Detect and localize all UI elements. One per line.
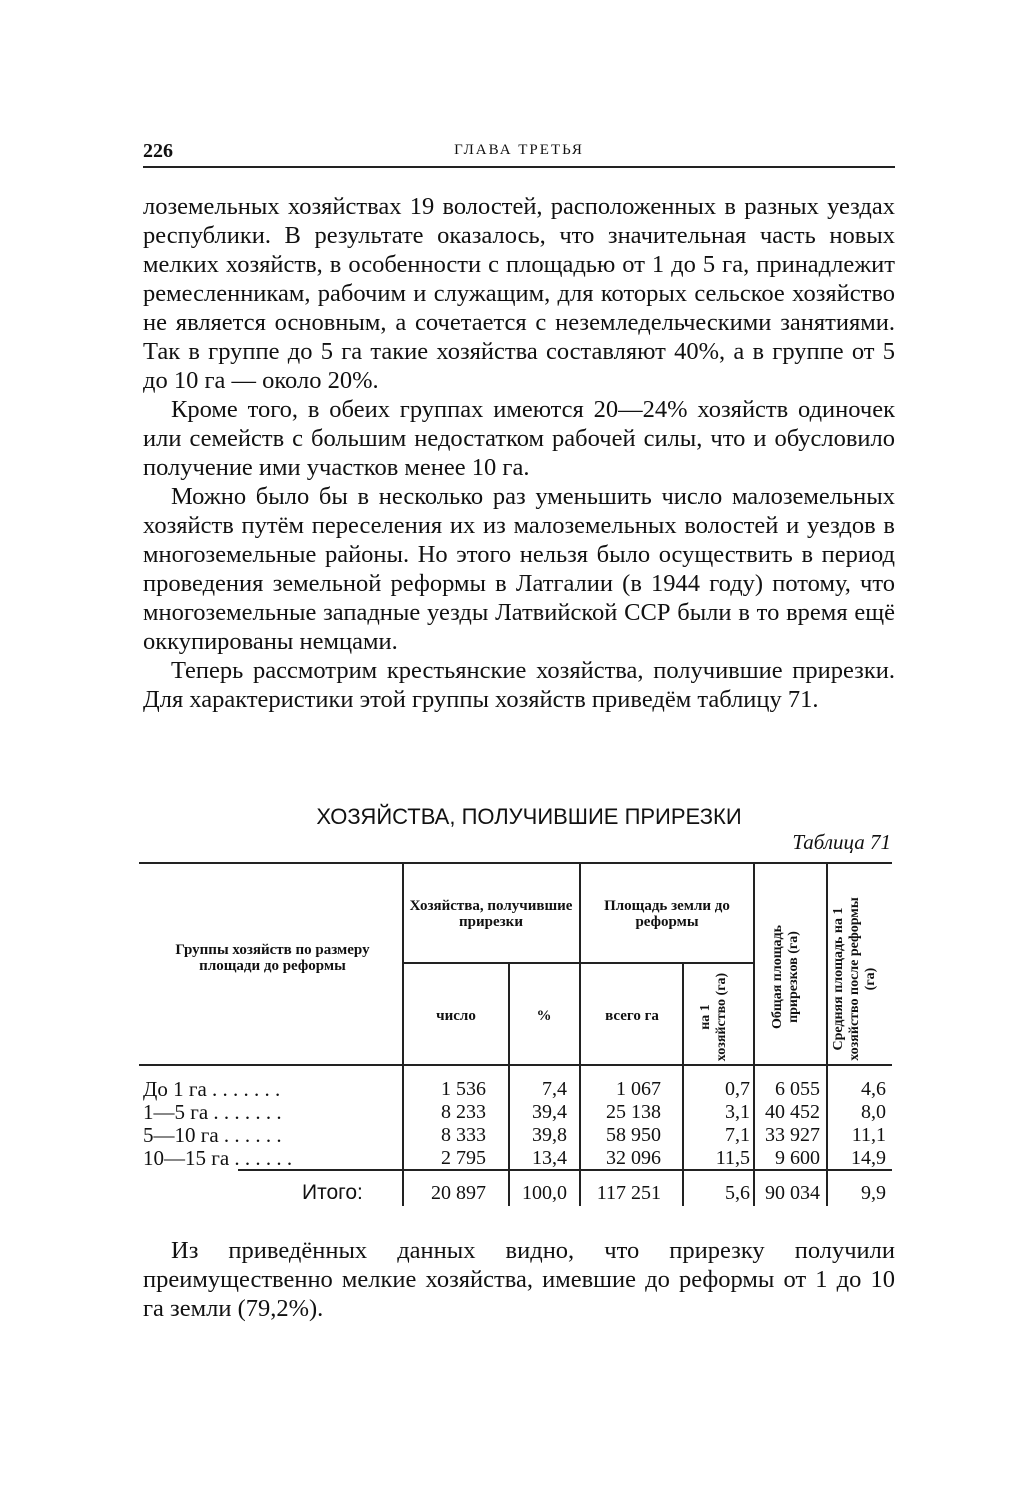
running-head [143, 138, 895, 168]
page-number: 226 [143, 140, 173, 162]
cell-percent: 39,8 [532, 1124, 567, 1146]
col-rule-3 [579, 864, 581, 1206]
chapter-title: ГЛАВА ТРЕТЬЯ [454, 142, 584, 158]
header-percent: % [536, 1008, 552, 1024]
table-label: Таблица 71 [792, 830, 891, 854]
total-addition: 90 034 [765, 1182, 820, 1204]
cell-percent: 39,4 [532, 1101, 567, 1123]
cell-avg: 11,1 [851, 1124, 886, 1146]
cell-avg: 8,0 [861, 1101, 886, 1123]
header-avg-after: Средняя площадь на 1 хозяйство после реформы (га) [831, 897, 878, 1061]
row-label: 5—10 га . . . . . . [143, 1123, 282, 1147]
table-top-rule [139, 862, 892, 864]
cell-total-ha: 25 138 [606, 1101, 661, 1123]
closing-paragraph: Из приведённых данных видно, что прирезку получили преимущественно мелкие хозяйства, имевшие до реформы от 1 до 10 га земли (79,2%). [143, 1237, 895, 1322]
cell-per-farm: 11,5 [715, 1147, 750, 1169]
total-total-ha: 117 251 [596, 1182, 661, 1204]
row-label: До 1 га . . . . . . . [143, 1077, 281, 1101]
cell-avg: 4,6 [861, 1078, 886, 1100]
total-avg: 9,9 [861, 1182, 886, 1204]
cell-per-farm: 3,1 [725, 1101, 750, 1123]
header-group: Группы хозяйств по размеру площади до реформы [175, 942, 370, 974]
header-bottom-rule [139, 1064, 892, 1066]
cell-count: 1 536 [441, 1078, 486, 1100]
header-mid-rule [403, 962, 753, 964]
total-label: Итого: [302, 1181, 363, 1204]
paragraph-1: лоземельных хозяйствах 19 волостей, расположенных в разных уездах республики. В результате оказалось, что значительная часть новых мелких хозяйств, в особенности с площадью от 1 до 5 га, принадлежит ремесленникам, рабочим и служащим, для которых сельское хозяйство не является основным, а сочетается с неземледельческими занятиями. Так в группе до 5 га такие хозяйства составляют 40%, а в группе от 5 до 10 га — около 20%. [143, 193, 895, 394]
paragraph-3: Можно было бы в несколько раз уменьшить число малоземельных хозяйств путём переселения их из малоземельных волостей и уездов в многоземельные районы. Но этого нельзя было осуществить в период проведения земельной реформы в Латгалии (в 1944 году) потому, что многоземельные западные уезды Латвийской ССР были в то время ещё оккупированы немцами. [143, 483, 895, 655]
header-total-ha: всего га [605, 1008, 659, 1024]
cell-percent: 7,4 [542, 1078, 567, 1100]
row-label: 10—15 га . . . . . . [143, 1146, 293, 1170]
cell-per-farm: 0,7 [725, 1078, 750, 1100]
header-farms: Хозяйства, получившие прирезки [409, 898, 573, 930]
header-area: Площадь земли до реформы [604, 898, 730, 930]
paragraph-4: Теперь рассмотрим крестьянские хозяйства, получившие прирезки. Для характеристики этой группы хозяйств приведём таблицу 71. [143, 657, 895, 713]
body-text [143, 192, 895, 714]
cell-addition: 6 055 [775, 1078, 820, 1100]
table-title: ХОЗЯЙСТВА, ПОЛУЧИВШИЕ ПРИРЕЗКИ [316, 804, 742, 829]
cell-avg: 14,9 [851, 1147, 886, 1169]
cell-count: 8 333 [441, 1124, 486, 1146]
cell-addition: 40 452 [765, 1101, 820, 1123]
total-percent: 100,0 [522, 1182, 567, 1204]
cell-total-ha: 58 950 [606, 1124, 661, 1146]
cell-percent: 13,4 [532, 1147, 567, 1169]
total-count: 20 897 [431, 1182, 486, 1204]
cell-total-ha: 32 096 [606, 1147, 661, 1169]
cell-per-farm: 7,1 [725, 1124, 750, 1146]
cell-addition: 33 927 [765, 1124, 820, 1146]
header-count: число [436, 1008, 476, 1024]
cell-addition: 9 600 [775, 1147, 820, 1169]
header-per-farm: на 1 хозяйство (га) [698, 972, 729, 1062]
row-label: 1—5 га . . . . . . . [143, 1100, 282, 1124]
cell-count: 2 795 [441, 1147, 486, 1169]
cell-total-ha: 1 067 [616, 1078, 661, 1100]
cell-count: 8 233 [441, 1101, 486, 1123]
paragraph-2: Кроме того, в обеих группах имеются 20—24% хозяйств одиночек или семейств с большим недостатком рабочей силы, что и обусловило получение ими участков менее 10 га. [143, 396, 895, 481]
closing-text [143, 1236, 895, 1323]
total-per-farm: 5,6 [725, 1182, 750, 1204]
header-total-addition: Общая площадь прирезков (га) [770, 925, 801, 1030]
